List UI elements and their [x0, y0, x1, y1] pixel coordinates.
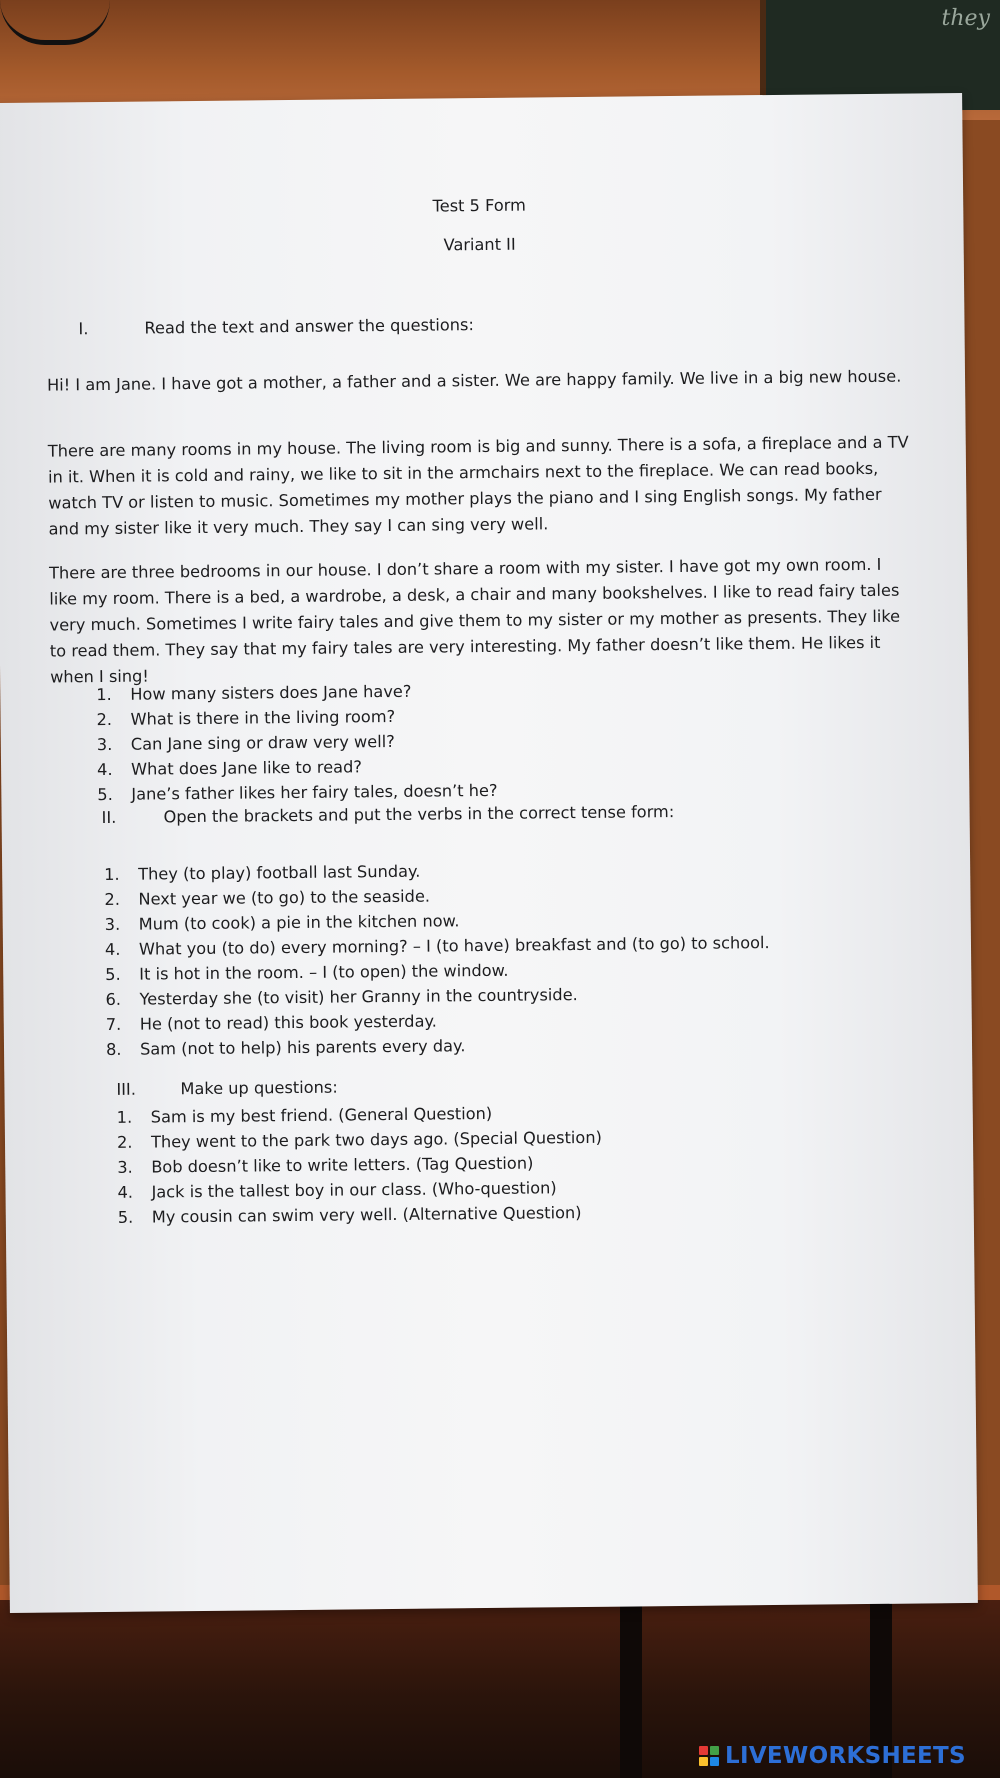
- tense-exercise-list: [104, 861, 770, 1062]
- liveworksheets-watermark: [698, 1741, 998, 1771]
- document-variant: Variant II: [443, 234, 516, 255]
- section-1-number: I.: [78, 319, 89, 339]
- make-questions-list: [116, 1103, 602, 1230]
- reading-paragraph-3: There are three bedrooms in our house. I don’t share a room with my sister. I have got my own room. I like my room. There is a bed, a wardrobe, a desk, a chair and many bookshelves. I like to read fairy tales very much. Sometimes I write fairy tales and give them to my sister or my mother as presents. They like to read them. They say that my fairy tales are very interesting. My father doesn’t like them. He likes it when I sing!: [48, 554, 901, 687]
- reading-paragraph-2: There are many rooms in my house. The living room is big and sunny. There is a sofa, a fireplace and a TV in it. When it is cold and rainy, we like to sit in the armchairs next to the fireplace. We can read books, watch TV or listen to music. Sometimes my mother plays the piano and I sing English songs. My father and my sister like it very much. They say I can sing very well.: [47, 432, 909, 539]
- worksheet-paper: [0, 93, 978, 1613]
- section-1-instruction: Read the text and answer the questions:: [144, 315, 474, 338]
- document-title: Test 5 Form: [432, 195, 526, 216]
- section-3-instruction: Make up questions:: [180, 1077, 338, 1099]
- liveworksheets-logo-icon: [698, 1745, 720, 1767]
- reading-questions-list: [96, 681, 498, 807]
- chalkboard-writing: they: [941, 6, 990, 31]
- chair-leg: [620, 1600, 642, 1778]
- section-2-instruction: Open the brackets and put the verbs in the correct tense form:: [163, 802, 675, 827]
- reading-paragraph-1: Hi! I am Jane. I have got a mother, a father and a sister. We are happy family. We live in a big new house.: [46, 366, 902, 395]
- section-3-number: III.: [116, 1079, 137, 1099]
- liveworksheets-text: LIVEWORKSHEETS: [725, 1743, 966, 1769]
- section-2-number: II.: [101, 807, 117, 828]
